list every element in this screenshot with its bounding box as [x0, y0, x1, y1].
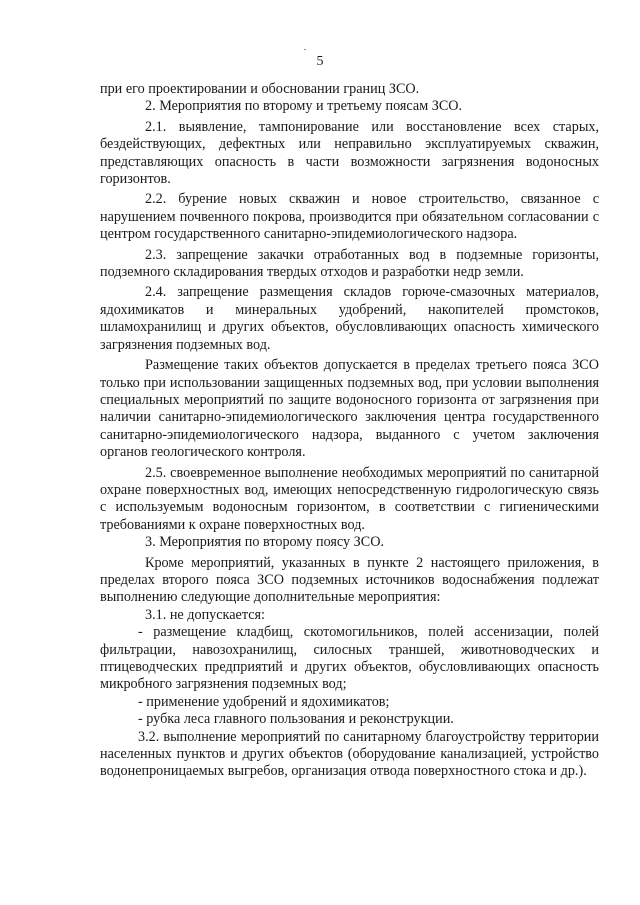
paragraph-section-3-heading: 3. Мероприятия по второму поясу ЗСО. — [145, 534, 385, 551]
scan-speck — [304, 49, 306, 50]
paragraph-section-3-intro: Кроме мероприятий, указанных в пункте 2 настоящего приложения, в пределах второго пояса ЗСО подземных источников водоснабжения подлежат выполнению следующие дополнительные мероприятия: — [100, 554, 599, 606]
list-item-logging: - рубка леса главного пользования и реконструкции. — [138, 711, 454, 728]
paragraph-2-2: 2.2. бурение новых скважин и новое строительство, связанное с нарушением почвенного покрова, производится при обязательном согласовании с центром государственного санитарно-эпидемиологического надзора. — [100, 191, 599, 243]
paragraph-continuation: при его проектировании и обосновании границ ЗСО. — [100, 81, 420, 97]
list-item-prohibited-objects: - размещение кладбищ, скотомогильников, полей ассенизации, полей фильтрации, навозохранилищ, силосных траншей, животноводческих и птицеводческих предприятий и других объектов, обусловливающих опасность микробного загрязнения подземных вод; — [100, 624, 599, 693]
document-body — [100, 81, 599, 781]
paragraph-2-5: 2.5. своевременное выполнение необходимых мероприятий по санитарной охране поверхностных вод, имеющих непосредственную гидрологическую связь с используемым водоносным горизонтом, в соответствии с гигиеническими требованиями к охране поверхностных вод. — [100, 464, 599, 533]
paragraph-2-1: 2.1. выявление, тампонирование или восстановление всех старых, бездействующих, дефектных или неправильно эксплуатируемых скважин, представляющих опасность в части возможности загрязнения водоносных горизонтов. — [100, 118, 599, 188]
page-number: 5 — [316, 54, 324, 69]
paragraph-3-1: 3.1. не допускается: — [145, 606, 265, 623]
paragraph-placement-conditions: Размещение таких объектов допускается в пределах третьего пояса ЗСО только при использовании защищенных подземных вод, при условии выполнения специальных мероприятий по защите водоносного горизонта от загрязнения при наличии санитарно-эпидемиологического заключения центра государственного санитарно-эпидемиологического надзора, выданного с учетом заключения органов геологического контроля. — [100, 357, 599, 461]
paragraph-2-3: 2.3. запрещение закачки отработанных вод в подземные горизонты, подземного складирования твердых отходов и разработки недр земли. — [100, 246, 599, 281]
paragraph-section-2-heading: 2. Мероприятия по второму и третьему поясам ЗСО. — [145, 98, 463, 115]
paragraph-3-2: 3.2. выполнение мероприятий по санитарному благоустройству территории населенных пунктов и других объектов (оборудование канализацией, устройство водонепроницаемых выгребов, организация отвода поверхностного стока и др.). — [100, 728, 599, 780]
list-item-fertilizers: - применение удобрений и ядохимикатов; — [138, 693, 390, 710]
paragraph-2-4: 2.4. запрещение размещения складов горюче-смазочных материалов, ядохимикатов и минеральных удобрений, накопителей промстоков, шламохранилищ и других объектов, обусловливающих опасность химического загрязнения подземных вод. — [100, 284, 599, 353]
